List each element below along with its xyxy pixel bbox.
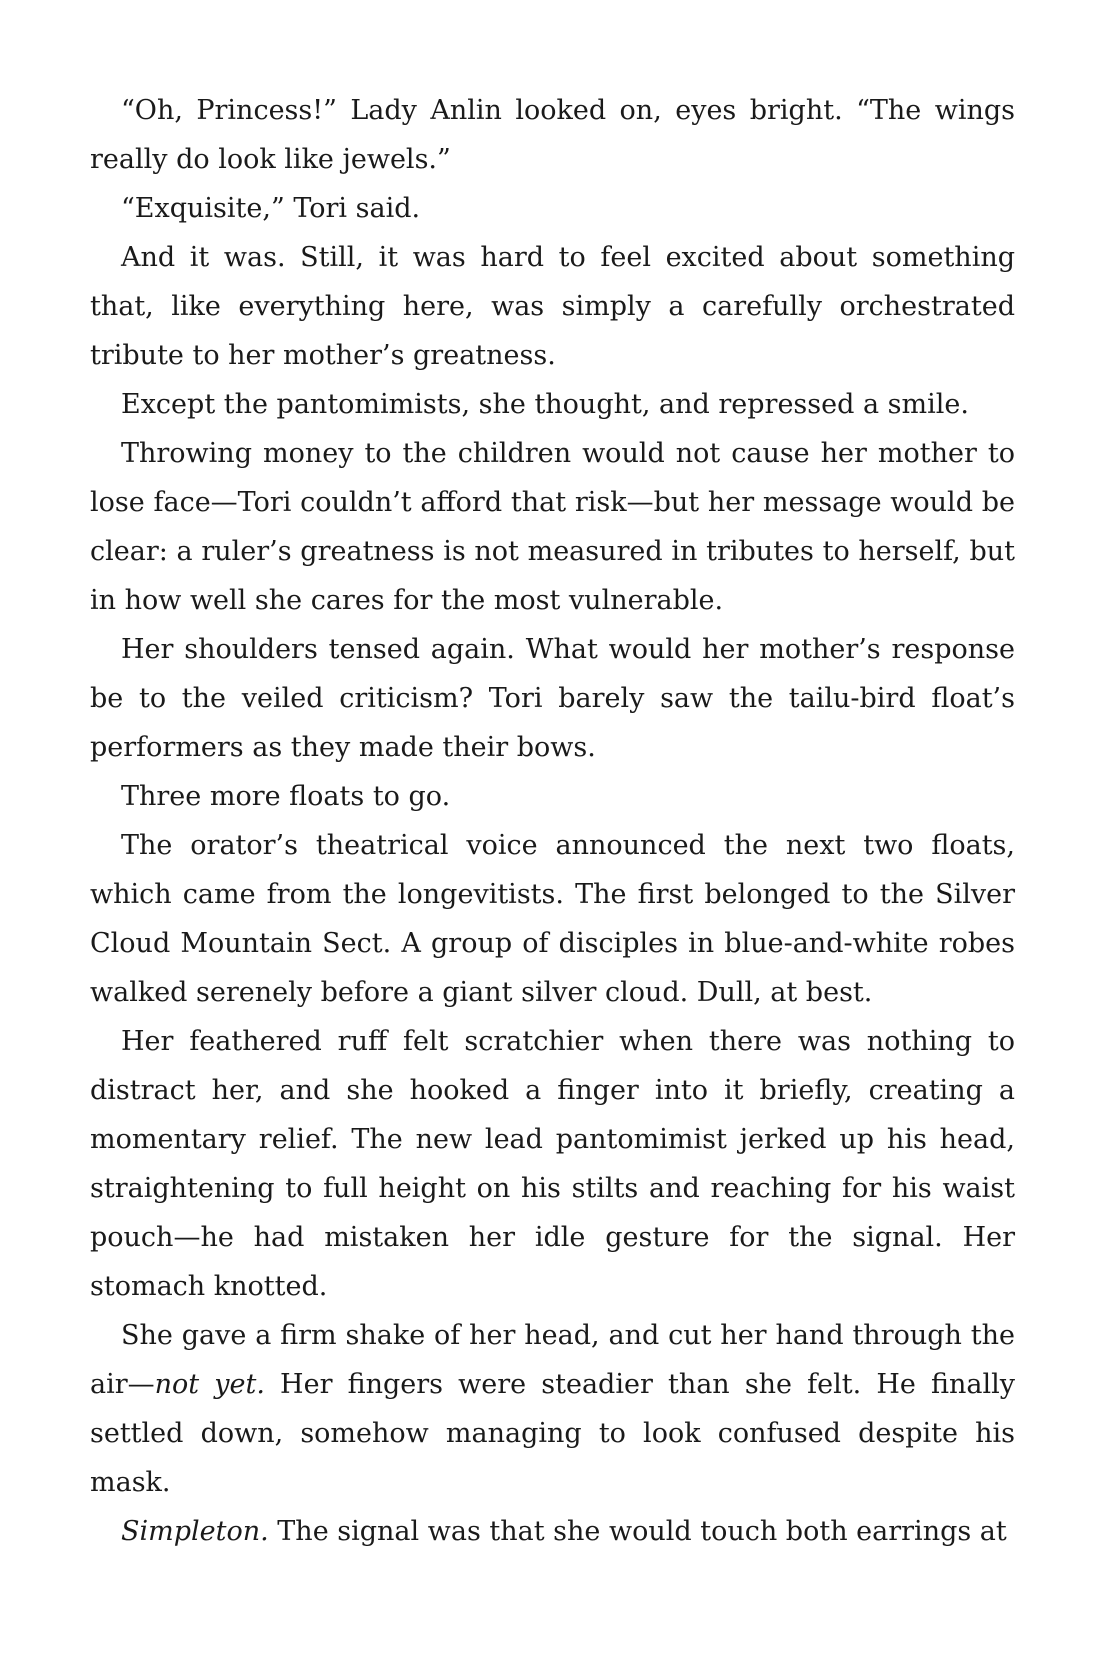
paragraph-10-text-end: Her fingers were steadier than she felt. He finally settled down, somehow managing to look confused despite his mask. — [90, 1369, 1015, 1498]
paragraph-11 — [90, 1507, 1015, 1556]
paragraph-8 — [90, 821, 1015, 1017]
paragraph-6 — [90, 625, 1015, 772]
paragraph-2 — [90, 184, 1015, 233]
paragraph-7 — [90, 772, 1015, 821]
paragraph-6-text: Her shoulders tensed again. What would her mother’s response be to the veiled criticism? Tori barely saw the tailu-bird float’s performers as they made their bows. — [90, 634, 1015, 763]
paragraph-1-text: “Oh, Princess!” Lady Anlin looked on, eyes bright. “The wings really do look like jewels.” — [90, 95, 1015, 175]
paragraph-9-text: Her feathered ruff felt scratchier when there was nothing to distract her, and she hooked a finger into it briefly, creating a momentary relief. The new lead pantomimist jerked up his head, straightening to full height on his stilts and reaching for his waist pouch—he had mistaken her idle gesture for the signal. Her stomach knotted. — [90, 1026, 1015, 1302]
paragraph-4 — [90, 380, 1015, 429]
paragraph-8-text: The orator’s theatrical voice announced the next two floats, which came from the longevitists. The first belonged to the Silver Cloud Mountain Sect. A group of disciples in blue-and-white robes walked serenely before a giant silver cloud. Dull, at best. — [90, 830, 1015, 1008]
paragraph-11-italic: Simpleton. — [121, 1516, 269, 1547]
paragraph-10-italic: not yet. — [154, 1369, 265, 1400]
paragraph-7-text: Three more floats to go. — [121, 781, 451, 812]
paragraph-1 — [90, 86, 1015, 184]
paragraph-11-text: The signal was that she would touch both earrings at — [268, 1516, 1007, 1547]
paragraph-4-text: Except the pantomimists, she thought, and repressed a smile. — [121, 389, 969, 420]
paragraph-9 — [90, 1017, 1015, 1311]
paragraph-10 — [90, 1311, 1015, 1507]
paragraph-10-text: She gave a firm shake of her head, and cut her hand through the air— — [90, 1320, 1015, 1400]
paragraph-5 — [90, 429, 1015, 625]
book-page — [90, 86, 1015, 1556]
paragraph-3 — [90, 233, 1015, 380]
paragraph-5-text: Throwing money to the children would not cause her mother to lose face—Tori couldn’t afford that risk—but her message would be clear: a ruler’s greatness is not measured in tributes to herself, but in how well she cares for the most vulnerable. — [90, 438, 1015, 616]
paragraph-2-text: “Exquisite,” Tori said. — [121, 193, 421, 224]
paragraph-3-text: And it was. Still, it was hard to feel excited about something that, like everything here, was simply a carefully orchestrated tribute to her mother’s greatness. — [90, 242, 1015, 371]
